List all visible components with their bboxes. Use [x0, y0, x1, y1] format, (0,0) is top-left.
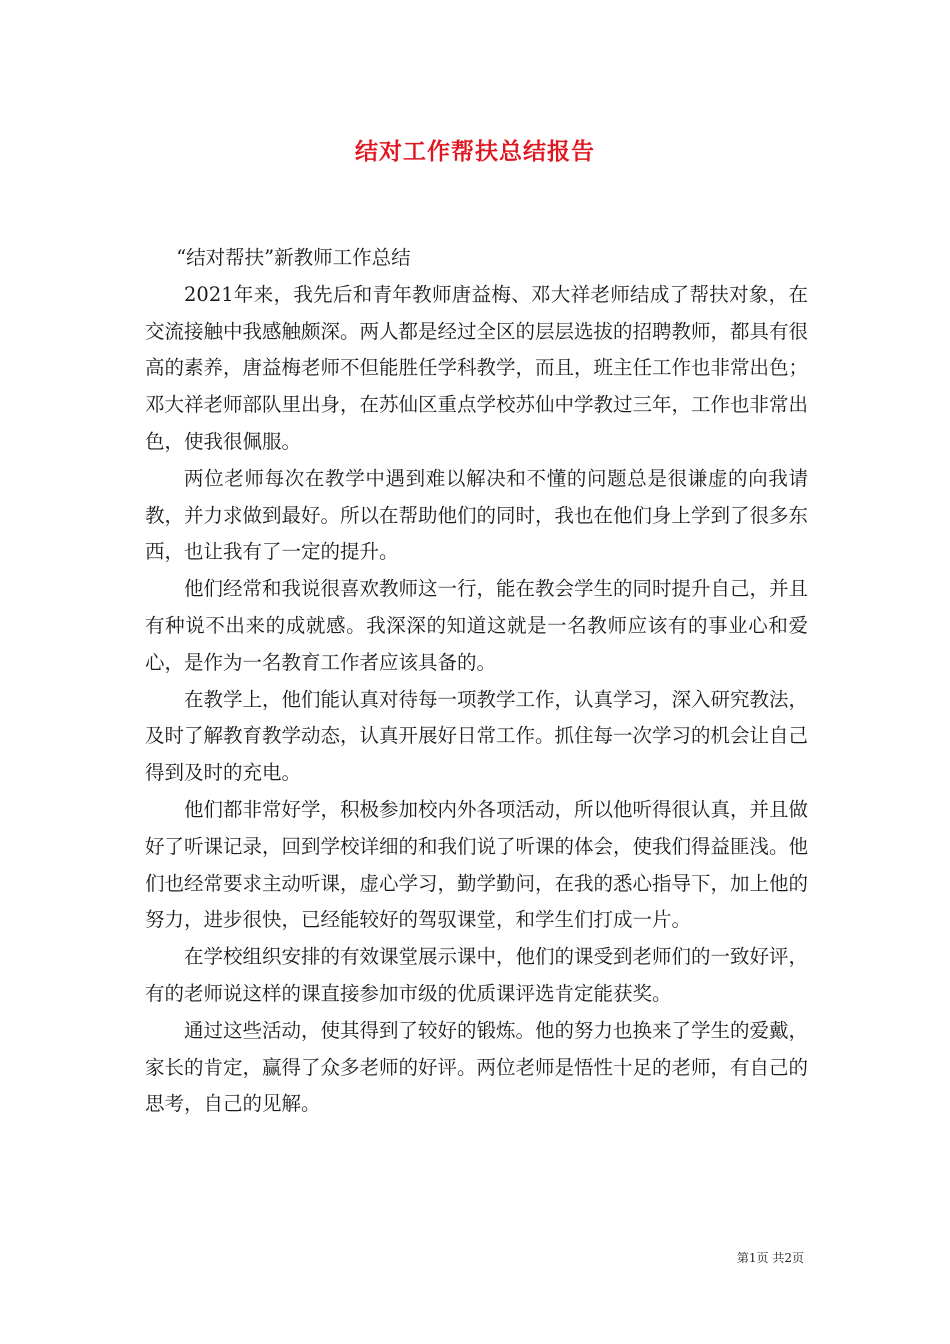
document-subtitle: “结对帮扶”新教师工作总结	[176, 246, 411, 269]
paragraph: 两位老师每次在教学中遇到难以解决和不懂的问题总是很谦虚的向我请教，并力求做到最好。所以在帮助他们的同时，我也在他们身上学到了很多东西，也让我有了一定的提升。	[145, 466, 809, 564]
page-number: 第1页 共2页	[736, 1251, 804, 1265]
paragraph: 在学校组织安排的有效课堂展示课中，他们的课受到老师们的一致好评，有的老师说这样的课直接参加市级的优质课评选肯定能获奖。	[145, 945, 809, 1005]
paragraph: 2021年来，我先后和青年教师唐益梅、邓大祥老师结成了帮扶对象，在交流接触中我感触颇深。两人都是经过全区的层层选拔的招聘教师，都具有很高的素养，唐益梅老师不但能胜任学科教学，而且，班主任工作也非常出色；邓大祥老师部队里出身，在苏仙区重点学校苏仙中学教过三年，工作也非常出色，使我很佩服。	[145, 282, 809, 453]
paragraph: 通过这些活动，使其得到了较好的锻炼。他的努力也换来了学生的爱戴，家长的肯定，赢得了众多老师的好评。两位老师是悟性十足的老师，有自己的思考，自己的见解。	[145, 1018, 809, 1116]
paragraph: 在教学上，他们能认真对待每一项教学工作，认真学习，深入研究教法，及时了解教育教学动态，认真开展好日常工作。抓住每一次学习的机会让自己得到及时的充电。	[145, 687, 809, 785]
paragraph: 他们经常和我说很喜欢教师这一行，能在教会学生的同时提升自己，并且有种说不出来的成就感。我深深的知道这就是一名教师应该有的事业心和爱心，是作为一名教育工作者应该具备的。	[145, 577, 809, 674]
document-body	[145, 240, 808, 1123]
paragraph: 他们都非常好学，积极参加校内外各项活动，所以他听得很认真，并且做好了听课记录，回到学校详细的和我们说了听课的体会，使我们得益匪浅。他们也经常要求主动听课，虚心学习，勤学勤问，在我的悉心指导下，加上他的努力，进步很快，已经能较好的驾驭课堂，和学生们打成一片。	[145, 797, 809, 932]
document-title: 结对工作帮扶总结报告	[355, 138, 595, 165]
